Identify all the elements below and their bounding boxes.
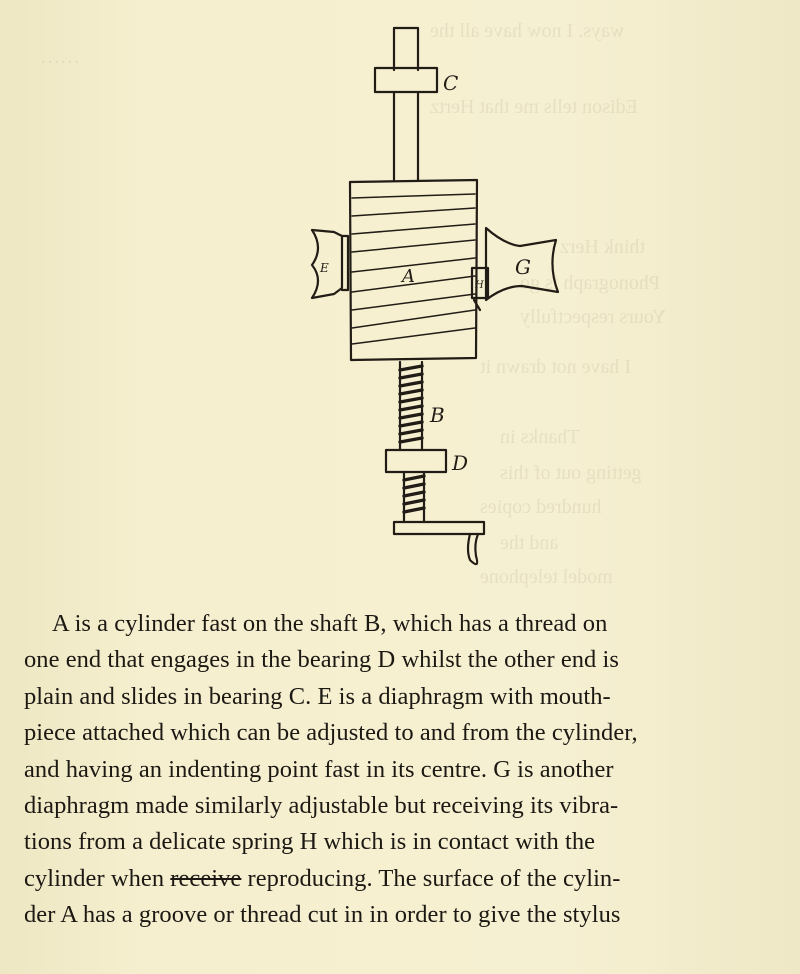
label-h: H	[475, 280, 484, 291]
reverse-side-bleed-through: ways. I now have all the …… Edison tells me that Hertz think Herz Phonograph is go Yours respectfully I have not drawn it Thanks in getting out of this hundred copies and the model telephone	[40, 20, 667, 588]
caption-paragraph	[24, 606, 784, 934]
caption-line: and having an indenting point fast in its centre. G is another	[24, 755, 614, 783]
label-b: B	[430, 403, 445, 427]
label-c: C	[443, 71, 459, 95]
label-d: D	[452, 451, 469, 475]
lower-thread-hatching	[404, 476, 424, 512]
caption-line: tions from a delicate spring H which is in contact with the	[24, 828, 596, 856]
caption-line-start: cylinder when	[24, 864, 171, 892]
caption-line: A is a cylinder fast on the shaft B, which has a thread on	[52, 610, 608, 637]
bearing-d	[386, 450, 446, 472]
caption-line: diaphragm made similarly adjustable but receiving its vibra-	[24, 792, 619, 820]
caption-line-end: reproducing. The surface of the cylin-	[241, 864, 621, 892]
caption-line: one end that engages in the bearing D whilst the other end is	[24, 646, 619, 674]
label-a: A	[402, 266, 415, 287]
caption-line: der A has a groove or thread cut in in order to give the stylus	[24, 901, 621, 929]
caption-line: piece attached which can be adjusted to and from the cylinder,	[24, 719, 638, 747]
phonograph-sketch	[290, 10, 590, 590]
label-g: G	[515, 255, 531, 279]
bearing-c	[375, 68, 437, 92]
caption-line: plain and slides in bearing C. E is a diaphragm with mouth-	[24, 682, 611, 710]
shaft-thread-hatching	[400, 366, 422, 442]
crank-base	[394, 522, 484, 534]
caption-line	[24, 861, 784, 897]
struck-word: receive	[170, 864, 242, 892]
label-e: E	[320, 261, 329, 275]
upper-shaft	[394, 28, 418, 70]
